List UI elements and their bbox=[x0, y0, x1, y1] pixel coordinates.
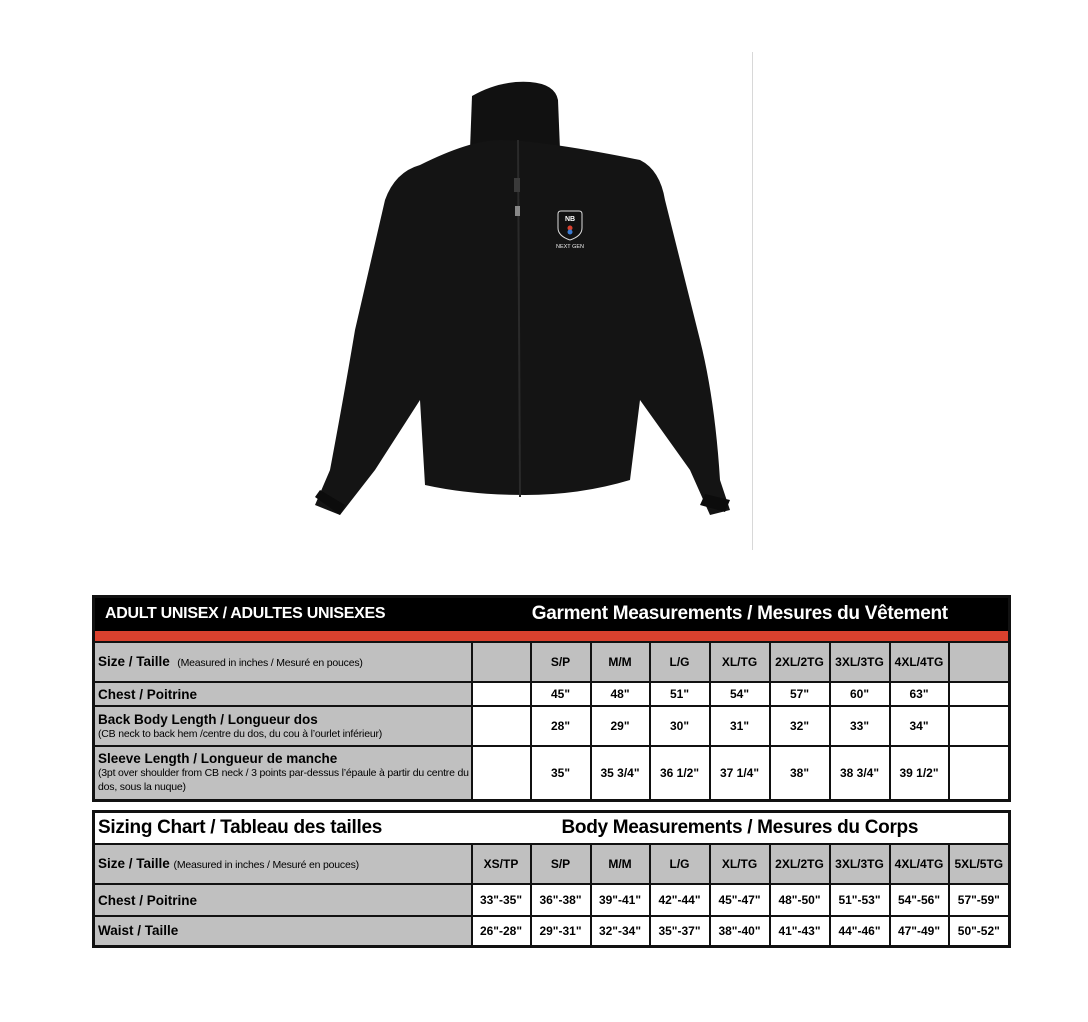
measurement-cell: 35 3/4" bbox=[591, 746, 650, 800]
size-header: 2XL/2TG bbox=[770, 844, 830, 884]
size-header: 4XL/4TG bbox=[890, 844, 949, 884]
size-header: S/P bbox=[531, 844, 591, 884]
measurement-cell: 38"-40" bbox=[710, 916, 770, 946]
measurement-cell: 44"-46" bbox=[830, 916, 890, 946]
jacket-illustration bbox=[300, 75, 740, 535]
measurement-cell: 48"-50" bbox=[770, 884, 830, 916]
garment-table-title-right: Garment Measurements / Mesures du Vêtement bbox=[472, 597, 1010, 631]
vertical-divider bbox=[752, 52, 753, 550]
size-header: 3XL/3TG bbox=[830, 844, 890, 884]
row-label: Sleeve Length / Longueur de manche (3pt over shoulder from CB neck / 3 points par-dessus l’épaule à partir du centre du dos, sous la nuque) bbox=[94, 746, 472, 800]
measurement-cell bbox=[949, 706, 1010, 746]
measurement-cell bbox=[472, 706, 531, 746]
row-label: Chest / Poitrine bbox=[94, 682, 472, 706]
measurement-cell: 42"-44" bbox=[650, 884, 710, 916]
measurement-cell: 33" bbox=[830, 706, 890, 746]
measurement-cell: 36 1/2" bbox=[650, 746, 710, 800]
size-header-row bbox=[94, 642, 1010, 682]
garment-measurements-table bbox=[92, 595, 1011, 802]
row-label: Chest / Poitrine bbox=[94, 884, 472, 916]
body-table-title-left: Sizing Chart / Tableau des tailles bbox=[94, 812, 472, 845]
table-row-waist bbox=[94, 916, 1010, 946]
measurement-cell: 47"-49" bbox=[890, 916, 949, 946]
measurement-cell: 35"-37" bbox=[650, 916, 710, 946]
measurement-cell: 38 3/4" bbox=[830, 746, 890, 800]
measurement-cell: 38" bbox=[770, 746, 830, 800]
measurement-cell: 39"-41" bbox=[591, 884, 650, 916]
measurement-cell: 51" bbox=[650, 682, 710, 706]
measurement-cell: 57"-59" bbox=[949, 884, 1010, 916]
measurement-cell: 30" bbox=[650, 706, 710, 746]
size-header: L/G bbox=[650, 844, 710, 884]
size-header: S/P bbox=[531, 642, 591, 682]
measurement-cell: 63" bbox=[890, 682, 949, 706]
measurement-cell: 29"-31" bbox=[531, 916, 591, 946]
measurement-cell: 36"-38" bbox=[531, 884, 591, 916]
size-header: XL/TG bbox=[710, 844, 770, 884]
size-label-cell: Size / Taille (Measured in inches / Mesuré en pouces) bbox=[94, 844, 472, 884]
size-label-cell: Size / Taille (Measured in inches / Mesuré en pouces) bbox=[94, 642, 472, 682]
measurement-cell: 45"-47" bbox=[710, 884, 770, 916]
measurement-cell: 45" bbox=[531, 682, 591, 706]
table-row-sleeve-length bbox=[94, 746, 1010, 800]
measurement-cell: 32"-34" bbox=[591, 916, 650, 946]
measurement-cell: 54"-56" bbox=[890, 884, 949, 916]
body-measurements-table bbox=[92, 810, 1011, 948]
garment-table-header bbox=[94, 597, 1010, 631]
measurement-cell: 34" bbox=[890, 706, 949, 746]
measurement-cell: 39 1/2" bbox=[890, 746, 949, 800]
measurement-cell: 32" bbox=[770, 706, 830, 746]
size-header-row bbox=[94, 844, 1010, 884]
measurement-cell bbox=[472, 746, 531, 800]
row-label: Waist / Taille bbox=[94, 916, 472, 946]
svg-text:NB: NB bbox=[564, 216, 576, 223]
table-row-chest bbox=[94, 884, 1010, 916]
measurement-cell: 60" bbox=[830, 682, 890, 706]
size-header: M/M bbox=[591, 642, 650, 682]
size-header: XS/TP bbox=[472, 844, 531, 884]
size-header bbox=[949, 642, 1010, 682]
measurement-cell: 54" bbox=[710, 682, 770, 706]
accent-bar bbox=[94, 631, 1010, 643]
measurement-cell bbox=[949, 682, 1010, 706]
product-image-jacket bbox=[300, 75, 740, 535]
body-table-header bbox=[94, 812, 1010, 845]
measurement-cell: 28" bbox=[531, 706, 591, 746]
table-row-chest bbox=[94, 682, 1010, 706]
size-header: L/G bbox=[650, 642, 710, 682]
garment-table-title-left: ADULT UNISEX / ADULTES UNISEXES bbox=[94, 597, 472, 631]
measurement-cell bbox=[949, 746, 1010, 800]
size-header: 5XL/5TG bbox=[949, 844, 1010, 884]
size-header bbox=[472, 642, 531, 682]
size-header: 4XL/4TG bbox=[890, 642, 949, 682]
size-header: 3XL/3TG bbox=[830, 642, 890, 682]
measurement-cell: 57" bbox=[770, 682, 830, 706]
measurement-cell: 51"-53" bbox=[830, 884, 890, 916]
measurement-cell: 48" bbox=[591, 682, 650, 706]
measurement-cell bbox=[472, 682, 531, 706]
measurement-cell: 31" bbox=[710, 706, 770, 746]
table-row-back-length bbox=[94, 706, 1010, 746]
size-header: XL/TG bbox=[710, 642, 770, 682]
row-label: Back Body Length / Longueur dos (CB neck to back hem /centre du dos, du cou à l’ourlet inférieur) bbox=[94, 706, 472, 746]
measurement-cell: 29" bbox=[591, 706, 650, 746]
measurement-cell: 50"-52" bbox=[949, 916, 1010, 946]
measurement-cell: 35" bbox=[531, 746, 591, 800]
measurement-cell: 41"-43" bbox=[770, 916, 830, 946]
size-header: 2XL/2TG bbox=[770, 642, 830, 682]
body-table-title-right: Body Measurements / Mesures du Corps bbox=[472, 812, 1010, 845]
size-header: M/M bbox=[591, 844, 650, 884]
measurement-cell: 26"-28" bbox=[472, 916, 531, 946]
measurement-cell: 33"-35" bbox=[472, 884, 531, 916]
measurement-cell: 37 1/4" bbox=[710, 746, 770, 800]
svg-text:NEXT GEN: NEXT GEN bbox=[555, 244, 585, 250]
